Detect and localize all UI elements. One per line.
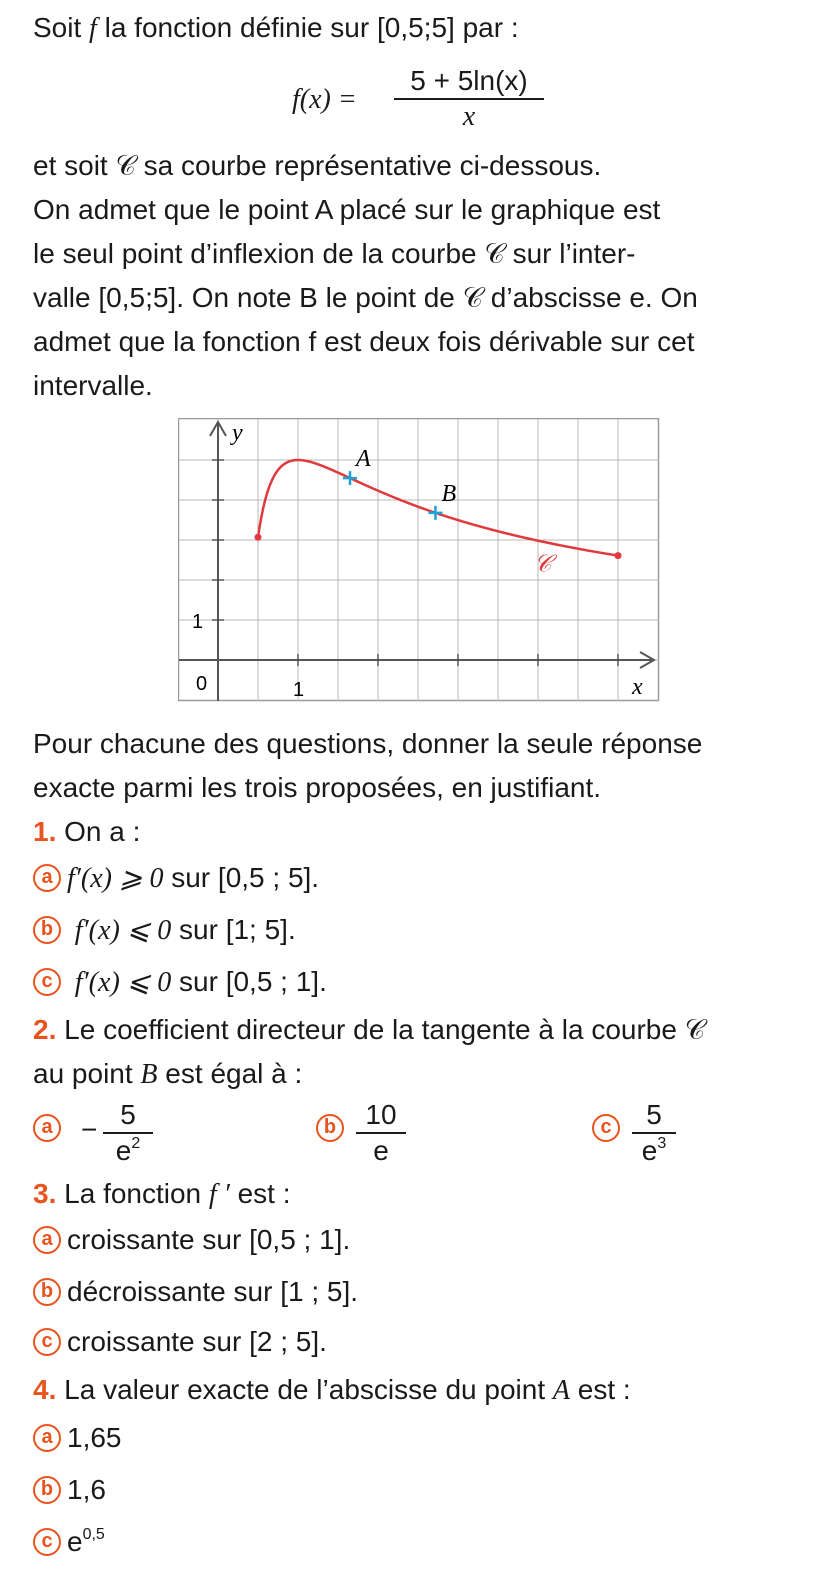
function-graph bbox=[178, 418, 660, 702]
intro-line-7: intervalle. bbox=[33, 370, 153, 401]
option-a-badge: a bbox=[33, 1114, 61, 1142]
question-2-line-2: au point B est égal à : bbox=[33, 1058, 303, 1090]
x-tick-label-0: 0 bbox=[196, 673, 208, 695]
option-c-badge: c bbox=[33, 1528, 61, 1556]
intro-line-5: valle [0,5;5]. On note B le point de 𝒞 d’abscisse e. On bbox=[33, 282, 698, 313]
intro-line-2: et soit 𝒞 sa courbe représentative ci-dessous. bbox=[33, 150, 602, 181]
intro-line-4: le seul point d’inflexion de la courbe 𝒞 sur l’inter- bbox=[33, 238, 636, 269]
intro-line-1: Soit f la fonction définie sur [0,5;5] par : bbox=[33, 12, 519, 44]
y-axis-label: y bbox=[232, 420, 243, 446]
q1-option-a[interactable]: a f′(x) ⩾ 0 sur [0,5 ; 5]. bbox=[33, 860, 319, 897]
option-a-badge: a bbox=[33, 1226, 61, 1254]
q2-option-a[interactable]: a − $\frac{5}{e^2}$ bbox=[33, 1098, 193, 1178]
intro-line-3: On admet que le point A placé sur le graphique est bbox=[33, 194, 661, 225]
x-axis-label: x bbox=[632, 674, 643, 700]
formula-denominator: x bbox=[462, 101, 476, 132]
q4-option-a[interactable]: a 1,65 bbox=[33, 1420, 122, 1456]
option-a-badge: a bbox=[33, 1424, 61, 1452]
formula-lhs: f(x) = bbox=[292, 84, 357, 115]
point-B-label: B bbox=[441, 480, 457, 507]
q3-option-c[interactable]: c croissante sur [2 ; 5]. bbox=[33, 1324, 327, 1360]
q2-option-c[interactable]: c $\frac{5}{e^3}$ bbox=[592, 1098, 752, 1178]
question-4: 4. La valeur exacte de l’abscisse du point A est : bbox=[33, 1374, 631, 1406]
option-b-badge: b bbox=[33, 1278, 61, 1306]
q4-option-c[interactable]: c $e^{0,5}$ bbox=[33, 1524, 105, 1560]
formula-fraction bbox=[394, 64, 544, 134]
question-3: 3. La fonction f ′ est : bbox=[33, 1178, 291, 1210]
instructions-line-1: Pour chacune des questions, donner la seule réponse bbox=[33, 728, 703, 759]
x-tick-label-1: 1 bbox=[293, 679, 305, 701]
question-4-number: 4. bbox=[33, 1374, 57, 1405]
question-3-number: 3. bbox=[33, 1178, 57, 1209]
q3-option-a[interactable]: a croissante sur [0,5 ; 1]. bbox=[33, 1222, 350, 1258]
formula-numerator: 5 + 5ln(x) bbox=[394, 64, 544, 100]
curve-label: 𝒞 bbox=[534, 549, 552, 578]
question-1: 1. On a : bbox=[33, 816, 141, 847]
y-tick-label-1: 1 bbox=[192, 611, 204, 633]
option-a-badge: a bbox=[33, 864, 61, 892]
q3-option-b[interactable]: b décroissante sur [1 ; 5]. bbox=[33, 1274, 358, 1310]
q1-option-b[interactable]: b f′(x) ⩽ 0 sur [1; 5]. bbox=[33, 912, 296, 949]
q2-option-b[interactable]: b $\frac{10}{e}$ bbox=[316, 1098, 476, 1178]
question-2: 2. Le coefficient directeur de la tangente à la courbe 𝒞 bbox=[33, 1014, 706, 1045]
intro-line-6: admet que la fonction f est deux fois dérivable sur cet bbox=[33, 326, 695, 357]
curve-end-point bbox=[615, 552, 622, 559]
option-c-badge: c bbox=[592, 1114, 620, 1142]
option-b-badge: b bbox=[33, 1476, 61, 1504]
formula bbox=[0, 60, 827, 140]
option-b-badge: b bbox=[33, 916, 61, 944]
option-c-badge: c bbox=[33, 1328, 61, 1356]
question-2-number: 2. bbox=[33, 1014, 57, 1045]
q4-option-b[interactable]: b 1,6 bbox=[33, 1472, 106, 1508]
question-1-number: 1. bbox=[33, 816, 57, 847]
option-b-badge: b bbox=[316, 1114, 344, 1142]
option-c-badge: c bbox=[33, 968, 61, 996]
point-A-label: A bbox=[356, 446, 371, 473]
instructions-line-2: exacte parmi les trois proposées, en justifiant. bbox=[33, 772, 602, 803]
q1-option-c[interactable]: c f′(x) ⩽ 0 sur [0,5 ; 1]. bbox=[33, 964, 327, 1001]
curve-start-point bbox=[255, 534, 262, 541]
